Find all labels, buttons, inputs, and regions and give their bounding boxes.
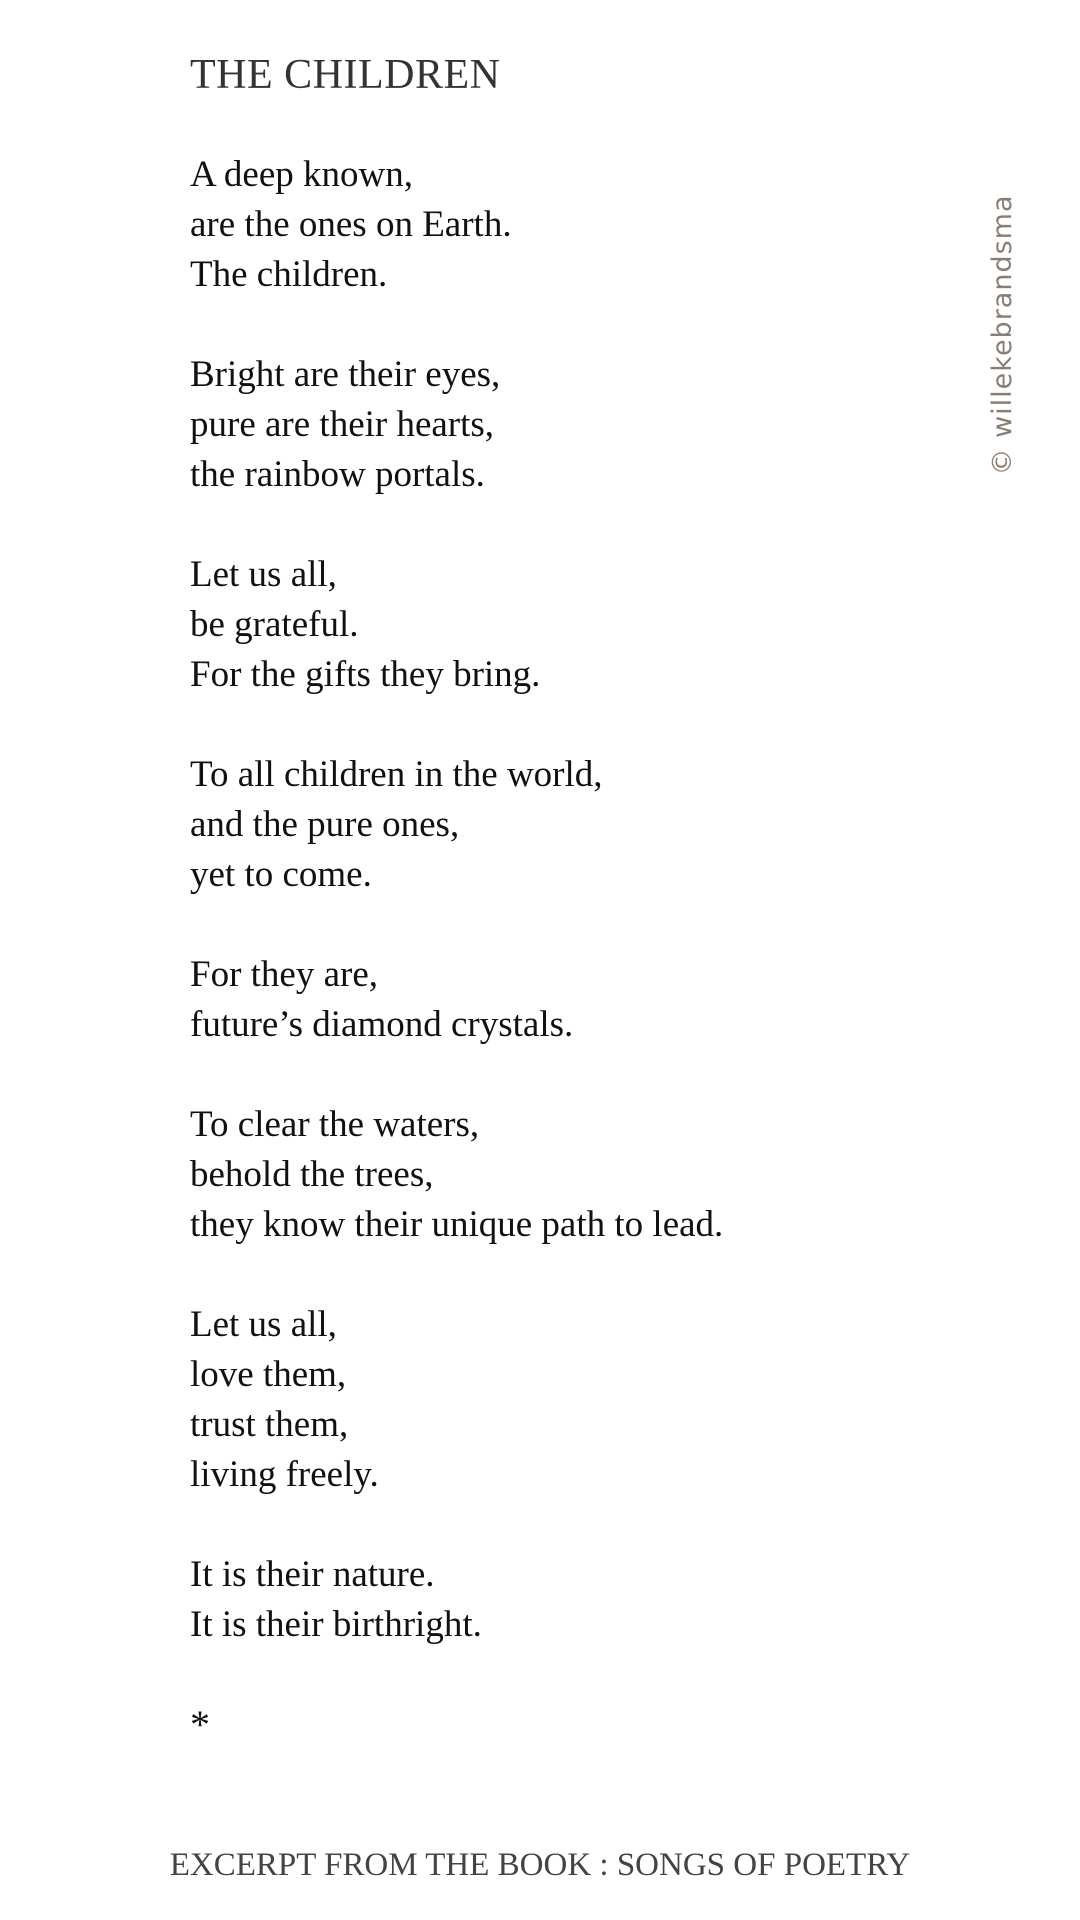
poem-line: It is their birthright. <box>190 1604 482 1645</box>
poem-line: To all children in the world, <box>190 754 603 795</box>
stanza-4 <box>190 750 910 900</box>
stanza-8 <box>190 1550 910 1650</box>
stanza-2 <box>190 350 910 500</box>
poem-line: the rainbow portals. <box>190 454 485 495</box>
stanza-3 <box>190 550 910 700</box>
poem-body <box>190 150 910 1700</box>
poem-line: yet to come. <box>190 854 372 895</box>
poem-title: THE CHILDREN <box>190 52 501 98</box>
poem-line: love them, <box>190 1354 347 1395</box>
poem-line: The children. <box>190 254 388 295</box>
poem-line: pure are their hearts, <box>190 404 495 445</box>
poem-line: are the ones on Earth. <box>190 204 512 245</box>
poem-line: Bright are their eyes, <box>190 354 501 395</box>
poem-line: living freely. <box>190 1454 379 1495</box>
poem-line: For they are, <box>190 954 379 995</box>
poem-line: To clear the waters, <box>190 1104 480 1145</box>
stanza-6 <box>190 1100 910 1250</box>
poem-line: and the pure ones, <box>190 804 460 845</box>
poem-line: trust them, <box>190 1404 349 1445</box>
poem-line: Let us all, <box>190 554 337 595</box>
poem-line: they know their unique path to lead. <box>190 1204 724 1245</box>
stanza-7 <box>190 1300 910 1500</box>
poem-line: A deep known, <box>190 154 413 195</box>
poem-line: It is their nature. <box>190 1554 435 1595</box>
stanza-1 <box>190 150 910 300</box>
book-excerpt-footer: EXCERPT FROM THE BOOK : SONGS OF POETRY <box>169 1847 911 1883</box>
poem-line: behold the trees, <box>190 1154 434 1195</box>
end-mark: * <box>190 1702 210 1747</box>
poem-line: For the gifts they bring. <box>190 654 541 695</box>
poem-line: Let us all, <box>190 1304 337 1345</box>
stanza-5 <box>190 950 910 1050</box>
poem-line: future’s diamond crystals. <box>190 1004 574 1045</box>
copyright-watermark: © willekebrandsma <box>987 194 1018 476</box>
poem-line: be grateful. <box>190 604 359 645</box>
